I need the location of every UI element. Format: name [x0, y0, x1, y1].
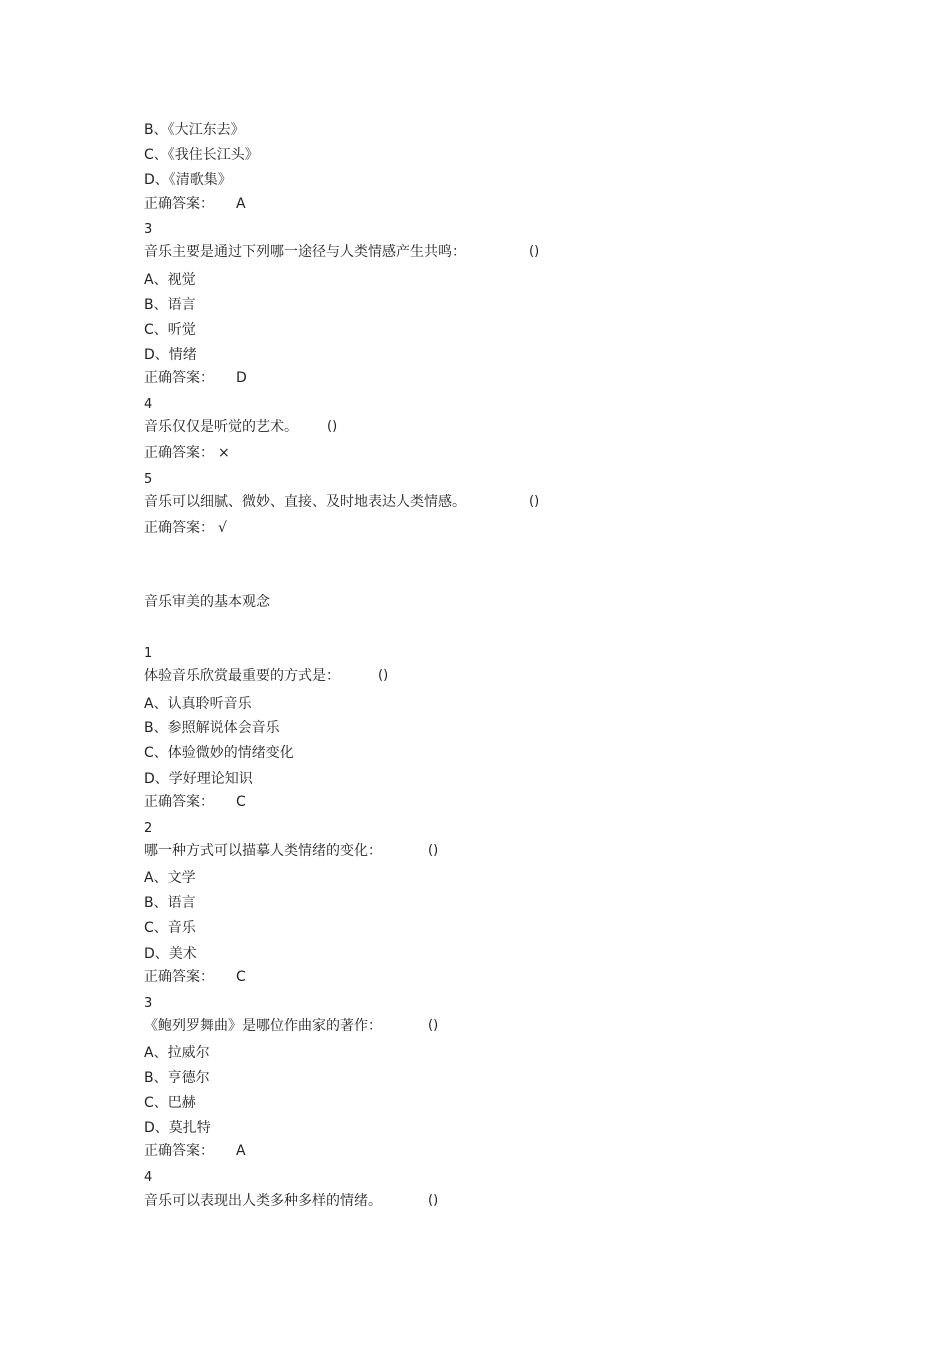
option-d: D、学好理论知识	[144, 771, 253, 787]
question-text: 《鲍列罗舞曲》是哪位作曲家的著作：	[144, 1018, 382, 1034]
option-a: A、视觉	[144, 272, 196, 288]
question-number: 4	[144, 397, 153, 412]
answer-value: A	[236, 1143, 246, 1159]
option-c: C、体验微妙的情绪变化	[144, 745, 294, 761]
answer-value: C	[236, 794, 246, 810]
answer-label: 正确答案：	[144, 445, 214, 461]
option-d: D、美术	[144, 946, 197, 962]
question-text: 音乐可以细腻、微妙、直接、及时地表达人类情感。	[144, 494, 466, 510]
answer-label: 正确答案：	[144, 370, 214, 386]
option-b: B、亨德尔	[144, 1070, 210, 1086]
question-text: 音乐仅仅是听觉的艺术。	[144, 419, 298, 435]
question-text: 音乐可以表现出人类多种多样的情绪。	[144, 1193, 382, 1209]
answer-value: A	[236, 196, 246, 212]
option-b: B、语言	[144, 297, 196, 313]
option-c: C、听觉	[144, 322, 196, 338]
answer-value: ×	[218, 445, 230, 461]
option-c: C、《我住长江头》	[144, 147, 259, 163]
answer-value: C	[236, 969, 246, 985]
question-text: 哪一种方式可以描摹人类情绪的变化：	[144, 843, 382, 859]
question-text: 体验音乐欣赏最重要的方式是：	[144, 668, 340, 684]
answer-label: 正确答案：	[144, 196, 214, 212]
answer-blank: ()	[428, 1193, 439, 1208]
question-number: 4	[144, 1170, 153, 1185]
answer-label: 正确答案：	[144, 794, 214, 810]
answer-label: 正确答案：	[144, 969, 214, 985]
option-b: B、参照解说体会音乐	[144, 720, 280, 736]
question-number: 3	[144, 222, 153, 237]
question-number: 2	[144, 821, 153, 836]
option-d: D、情绪	[144, 347, 197, 363]
option-c: C、音乐	[144, 920, 196, 936]
option-d: D、莫扎特	[144, 1120, 211, 1136]
answer-label: 正确答案：	[144, 520, 214, 536]
option-a: A、拉威尔	[144, 1045, 210, 1061]
answer-value: √	[218, 520, 227, 536]
option-c: C、巴赫	[144, 1095, 196, 1111]
answer-blank: ()	[428, 1018, 439, 1033]
answer-blank: ()	[529, 494, 540, 509]
question-number: 1	[144, 646, 153, 661]
option-b: B、《大江东去》	[144, 122, 245, 138]
answer-blank: ()	[428, 843, 439, 858]
answer-label: 正确答案：	[144, 1143, 214, 1159]
answer-blank: ()	[529, 244, 540, 259]
option-b: B、语言	[144, 895, 196, 911]
answer-value: D	[236, 370, 247, 386]
answer-blank: ()	[378, 668, 389, 683]
question-number: 3	[144, 996, 153, 1011]
option-d: D、《清歌集》	[144, 172, 232, 188]
option-a: A、文学	[144, 870, 196, 886]
option-a: A、认真聆听音乐	[144, 696, 252, 712]
answer-blank: ()	[327, 419, 338, 434]
section-title: 音乐审美的基本观念	[144, 594, 270, 610]
question-number: 5	[144, 472, 153, 487]
question-text: 音乐主要是通过下列哪一途径与人类情感产生共鸣：	[144, 244, 466, 260]
